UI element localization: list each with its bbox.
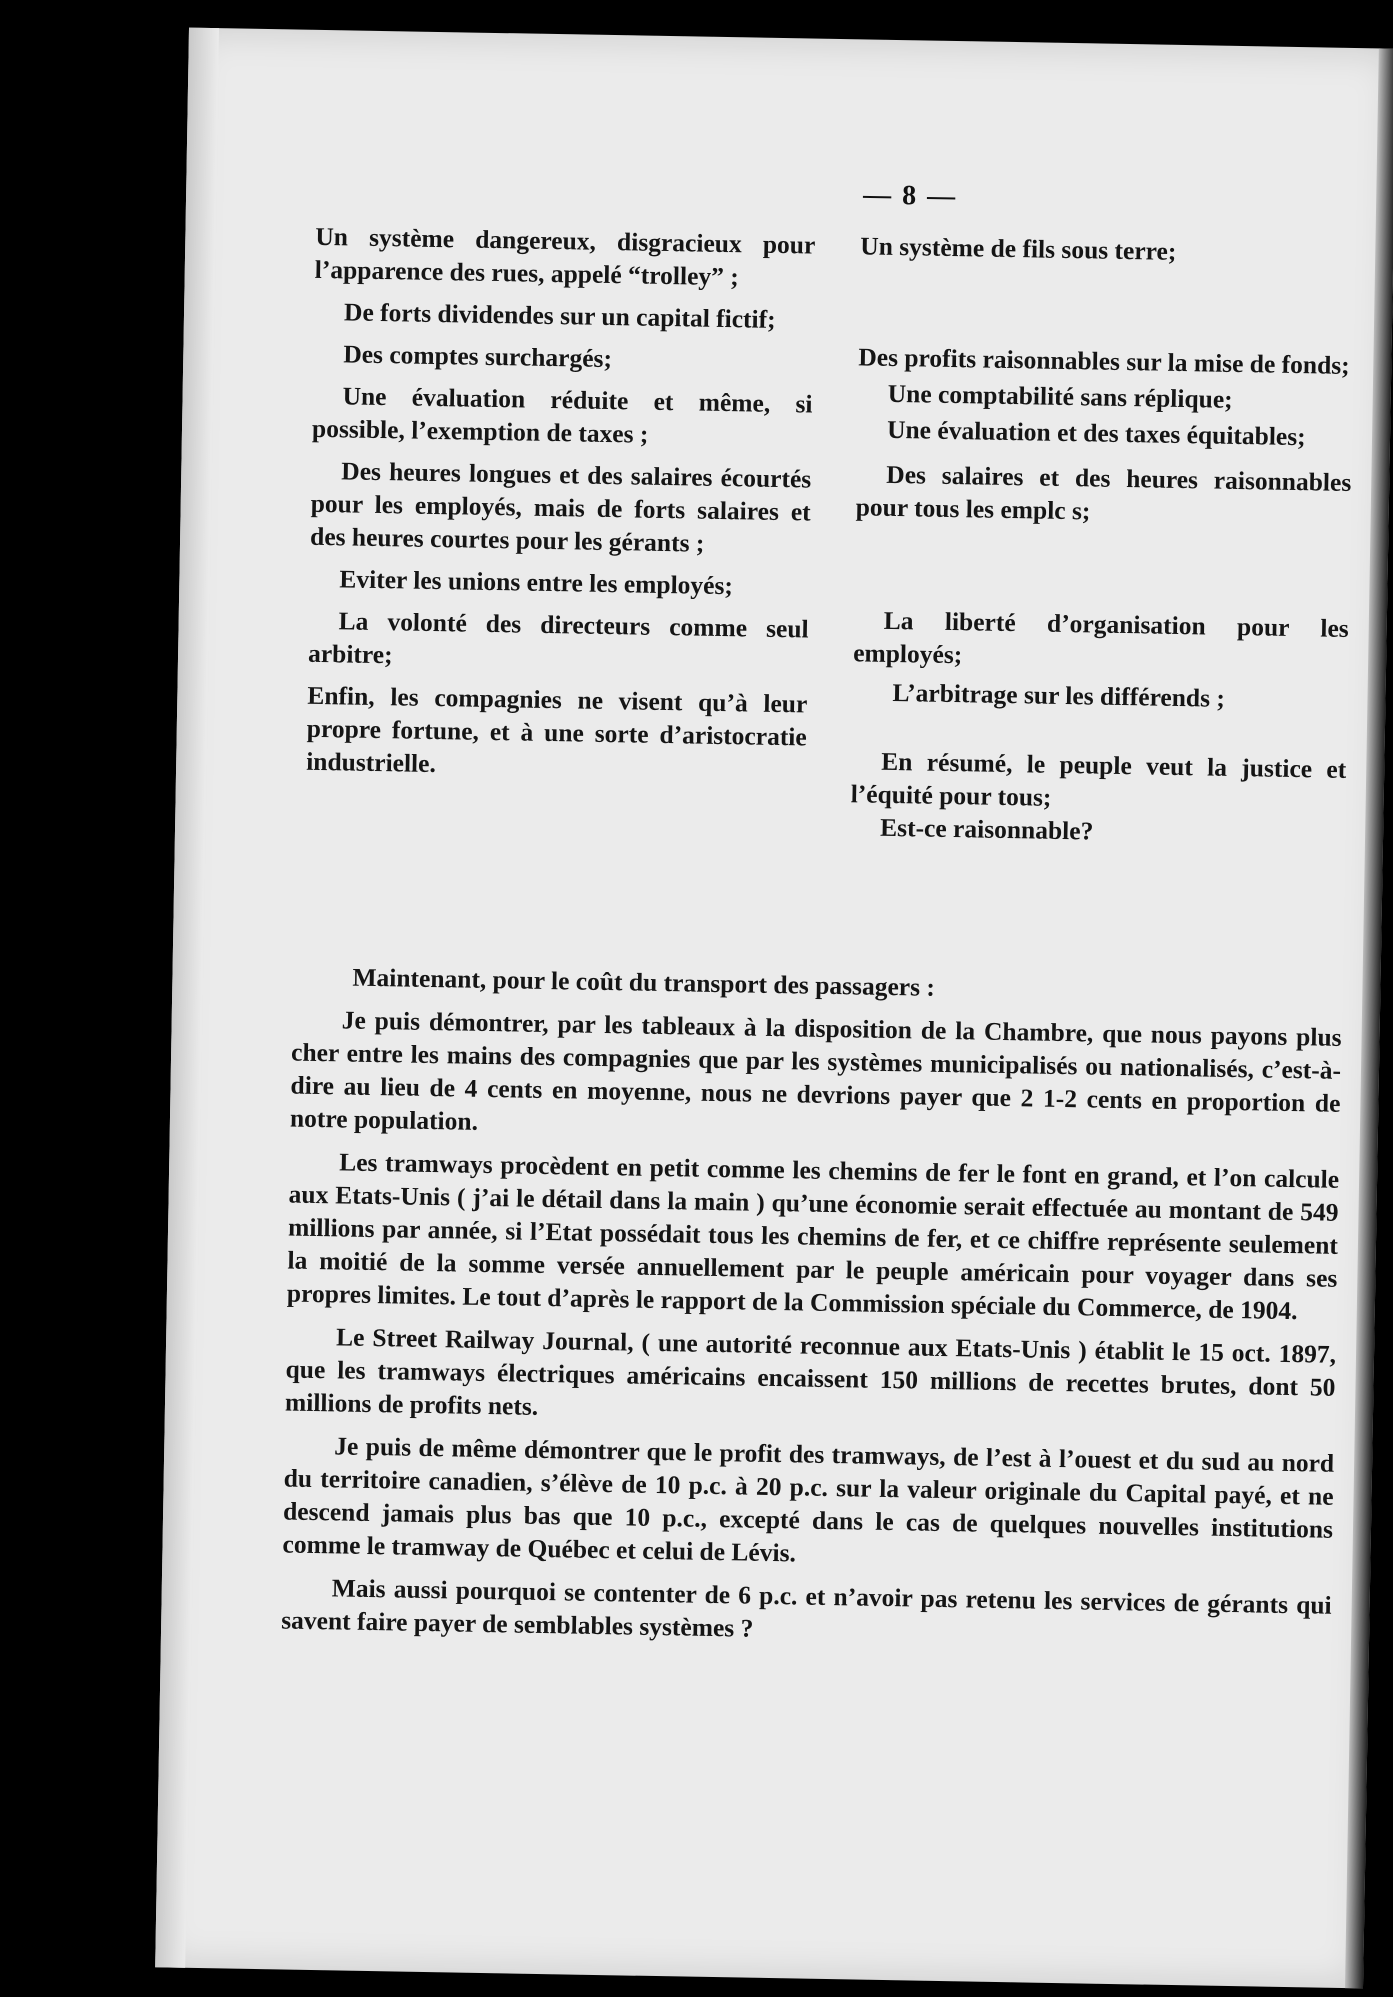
right-item: La liberté d’organisation pour les employés; (852, 605, 1349, 670)
paragraph: Les tramways procèdent en petit comme les chemins de fer le font en grand, et l’on calcule aux Etats-Unis ( j’ai le détail dans la main ) qu’une économie serait effectuée au montant de 549 millions par année, si l’Etat possédait tous les chemins de fer, et ce chiffre représente seulement la moitié de la somme versée annuellement par le peuple américain pour voyager dans ses propres limites. Le tout d’après le rapport de la Commission spéciale du Commerce, de 1904. (286, 1147, 1340, 1326)
left-item: Des comptes surchargés; (343, 339, 613, 374)
right-item: Un système de fils sous terre; (860, 231, 1177, 266)
left-item: La volonté des directeurs comme seul arbitre; (307, 606, 809, 670)
paragraph: Je puis de même démontrer que le profit des tramways, de l’est à l’ouest et du sud au nord du territoire canadien, s’élève de 10 p.c. à 20 p.c. sur la valeur originale du Capital payé, et ne descend jamais plus bas que 10 p.c., excepté dans le cas de quelques nouvelles institutions comme le tramway de Québec et celui de Lévis. (282, 1431, 1335, 1568)
left-item: De forts dividendes sur un capital fictif; (343, 297, 776, 334)
left-item: Un système dangereux, disgracieux pour l’apparence des rues, appelé “trolley” ; (314, 221, 816, 292)
paragraph: Maintenant, pour le coût du transport des passagers : (352, 962, 936, 1002)
page-number: — 8 — (862, 179, 958, 213)
paragraph: Mais aussi pourquoi se contenter de 6 p.c. et n’avoir pas retenu les services de gérants qui savent faire payer de semblables systèmes ? (280, 1573, 1332, 1643)
left-item: Eviter les unions entre les employés; (339, 564, 734, 601)
left-item: Enfin, les compagnies ne visent qu’à leur propre fortune, et à une sorte d’aristocratie industrielle. (305, 680, 808, 779)
right-item: L’arbitrage sur les différends ; (892, 677, 1226, 713)
right-item: Est-ce raisonnable? (879, 812, 1094, 846)
right-column (850, 229, 1356, 861)
paragraph: Le Street Railway Journal, ( une autorité reconnue aux Etats-Unis ) établit le 15 oct. 1897, que les tramways électriques américains encaissent 150 millions de recettes brutes, dont 50 millions de profits nets. (284, 1322, 1337, 1421)
right-item: Des salaires et des heures raisonnables pour tous les emplc s; (855, 459, 1352, 526)
scanned-page (155, 28, 1393, 1989)
paragraph: Je puis démontrer, par les tableaux à la disposition de la Chambre, que nous payons plus cher entre les mains des compagnies que par les systèmes municipalisés ou nationalisés, c’est-à-dire au lieu de 4 cents en moyenne, nous ne devrions payer que 2 1-2 cents en proportion de notre population. (289, 1005, 1342, 1136)
page-left-edge (155, 28, 219, 1968)
right-item: Une évaluation et des taxes équitables; (886, 414, 1306, 452)
left-column (306, 220, 816, 796)
right-item: Des profits raisonnables sur la mise de fonds; (858, 342, 1350, 380)
left-item: Une évaluation réduite et même, si possible, l’exemption de taxes ; (311, 381, 813, 449)
right-item: En résumé, le peuple veut la justice et l’équité pour tous; (850, 746, 1347, 812)
right-item: Une comptabilité sans réplique; (887, 378, 1233, 414)
comparison-columns (303, 220, 1356, 988)
left-item: Des heures longues et des salaires écourtés pour les employés, mais de forts salaires et des heures courtes pour les gérants ; (309, 456, 812, 558)
body-text (281, 960, 1343, 1665)
